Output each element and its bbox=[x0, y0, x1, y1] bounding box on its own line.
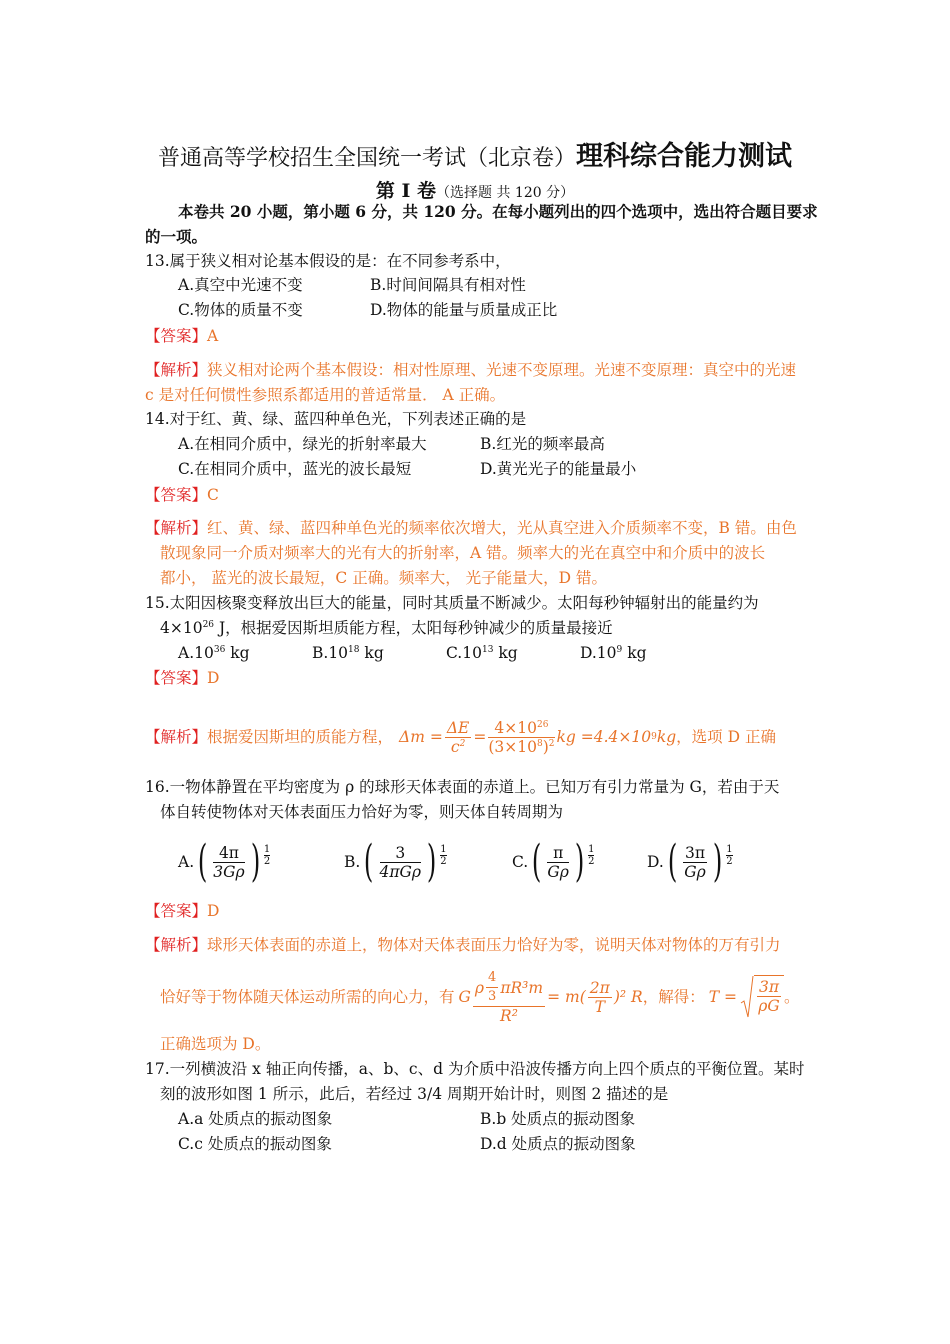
analysis-label: 【解析】 bbox=[145, 519, 208, 537]
q16-analysis-1 bbox=[145, 935, 781, 955]
right-paren: ) bbox=[712, 836, 723, 887]
volume-label: 第 I 卷 bbox=[375, 180, 437, 202]
q17-option-b: B.b 处质点的振动图象 bbox=[480, 1110, 636, 1128]
q15-eq-f2-den bbox=[488, 738, 554, 756]
q16-eq-r2: R² bbox=[500, 1007, 518, 1025]
q15-eq-mid: kg =4.4×10 bbox=[556, 728, 652, 746]
q15-b-unit: kg bbox=[359, 644, 384, 662]
q15-b-base: B.10 bbox=[312, 644, 349, 662]
answer-label: 【答案】 bbox=[145, 327, 208, 345]
answer-label: 【答案】 bbox=[145, 669, 208, 687]
q16-eq-end: 。 bbox=[784, 988, 800, 1006]
q13-option-d: D.物体的能量与质量成正比 bbox=[370, 301, 558, 319]
q16-b-exponent bbox=[440, 844, 446, 867]
exp-den: 2 bbox=[263, 855, 271, 867]
q13-stem: 13.属于狭义相对论基本假设的是：在不同参考系中， bbox=[145, 252, 511, 270]
q16-eq-rhs-a: = m( bbox=[547, 988, 586, 1006]
q14-analysis-1 bbox=[145, 518, 797, 538]
q15-eq-f1-den-exp: 2 bbox=[459, 738, 466, 749]
q16-eq-main-num bbox=[473, 969, 545, 1007]
q16-eq-sqrt-den: ρG bbox=[758, 997, 780, 1015]
q16-analysis-text-2: 恰好等于物体随天体运动所需的向心力，有 bbox=[160, 988, 455, 1006]
q15-eq-frac-1 bbox=[445, 719, 472, 756]
q16-c-exponent bbox=[588, 844, 594, 867]
q15-a-unit: kg bbox=[225, 644, 250, 662]
q13-option-b: B.时间间隔具有相对性 bbox=[370, 276, 526, 294]
q16-b-label: B. bbox=[344, 853, 361, 871]
q17-stem-1: 17.一列横波沿 x 轴正向传播，a、b、c、d 为介质中沿波传播方向上四个质点的平衡位置。某时 bbox=[145, 1060, 805, 1078]
q14-option-c: C.在相同介质中，蓝光的波长最短 bbox=[178, 460, 412, 478]
exam-title bbox=[0, 134, 950, 173]
q14-stem: 14.对于红、黄、绿、蓝四种单色光，下列表述正确的是 bbox=[145, 410, 527, 428]
q16-a-num: 4π bbox=[213, 844, 244, 863]
instructions-line-1: 本卷共 20 小题，第小题 6 分，共 120 分。在每小题列出的四个选项中，选出符合题目要求 bbox=[178, 202, 818, 221]
q15-eq-frac-2 bbox=[488, 719, 554, 756]
q13-answer bbox=[145, 326, 218, 346]
q16-a-exponent bbox=[264, 844, 270, 867]
q16-answer bbox=[145, 901, 219, 921]
q16-analysis-2 bbox=[160, 962, 800, 1032]
q16-option-d bbox=[647, 838, 733, 886]
q16-d-frac bbox=[683, 844, 707, 881]
q16-eq-sqrt-frac bbox=[754, 975, 784, 1019]
q15-c-unit: kg bbox=[493, 644, 518, 662]
q16-stem-1: 16.一物体静置在平均密度为 ρ 的球形天体表面的赤道上。已知万有引力常量为 G，若由于天 bbox=[145, 778, 780, 796]
q14-analysis-2: 散现象同一介质对频率大的光有大的折射率，A 错。频率大的光在真空中和介质中的波长 bbox=[160, 544, 766, 562]
q14-option-d: D.黄光光子的能量最小 bbox=[480, 460, 637, 478]
q16-eq-2pi-frac bbox=[588, 979, 612, 1016]
q17-option-c: C.c 处质点的振动图象 bbox=[178, 1135, 332, 1153]
q15-eq-f2-num-exp: 26 bbox=[537, 719, 549, 730]
q15-eq-f1-num: ΔE bbox=[446, 718, 470, 737]
q16-d-exponent bbox=[726, 844, 732, 867]
q14-answer-value: C bbox=[207, 486, 219, 504]
q15-energy-exp: 26 bbox=[202, 619, 215, 630]
q13-option-c: C.物体的质量不变 bbox=[178, 301, 303, 319]
sqrt-sign-icon bbox=[740, 975, 754, 1019]
left-paren: ( bbox=[532, 836, 542, 887]
right-paren: ) bbox=[426, 836, 437, 887]
answer-label: 【答案】 bbox=[145, 902, 208, 920]
q16-b-den: 4πGρ bbox=[379, 862, 422, 881]
q16-eq-T: T = bbox=[708, 988, 737, 1006]
q15-c-base: C.10 bbox=[446, 644, 482, 662]
q16-c-den: Gρ bbox=[547, 862, 569, 881]
q15-option-c bbox=[446, 643, 518, 663]
q17-option-a: A.a 处质点的振动图象 bbox=[178, 1110, 333, 1128]
q15-eq-f2-num-base: 4×10 bbox=[494, 718, 537, 737]
q16-eq-solve: ，解得： bbox=[642, 988, 705, 1006]
q16-c-label: C. bbox=[512, 853, 529, 871]
exam-title-subject: 理科综合能力测试 bbox=[576, 141, 792, 172]
q13-analysis-1 bbox=[145, 360, 796, 380]
q15-eq-f2-den-exp1: 8 bbox=[536, 738, 543, 749]
q15-stem-2-text: J，根据爱因斯坦质能方程，太阳每秒钟减少的质量最接近 bbox=[214, 619, 613, 637]
q16-c-frac bbox=[547, 844, 569, 881]
q15-eq-f2-num bbox=[488, 719, 554, 738]
q15-eq-f2-den-base: (3×10 bbox=[488, 737, 537, 756]
q13-analysis-text-1: 狭义相对论两个基本假设：相对性原理、光速不变原理。光速不变原理：真空中的光速 bbox=[207, 361, 797, 379]
left-paren: ( bbox=[667, 836, 678, 887]
right-paren: ) bbox=[250, 836, 260, 887]
q16-eq-43-den: 3 bbox=[488, 989, 497, 1004]
q15-option-a bbox=[178, 643, 250, 663]
q14-option-a: A.在相同介质中，绿光的折射率最大 bbox=[178, 435, 427, 453]
volume-heading bbox=[0, 176, 950, 203]
q14-analysis-text-1: 红、黄、绿、蓝四种单色光的频率依次增大，光从真空进入介质频率不变，B 错。由色 bbox=[207, 519, 797, 537]
q15-c-exp: 13 bbox=[481, 644, 494, 655]
left-paren: ( bbox=[197, 836, 208, 887]
q15-d-exp: 9 bbox=[616, 644, 623, 655]
q15-energy-base: 4×10 bbox=[160, 619, 203, 637]
q16-analysis-3: 正确选项为 D。 bbox=[160, 1035, 271, 1053]
exp-den: 2 bbox=[588, 855, 595, 867]
q16-eq-main-frac bbox=[473, 969, 545, 1025]
q16-d-num: 3π bbox=[684, 843, 706, 862]
q15-option-b bbox=[312, 643, 384, 663]
q15-analysis-pre: 根据爱因斯坦的质能方程， bbox=[207, 728, 394, 746]
volume-note: （选择题 共 120 分） bbox=[436, 185, 575, 201]
q16-d-den: Gρ bbox=[684, 862, 706, 881]
q15-stem-1: 15.太阳因核聚变释放出巨大的能量，同时其质量不断减少。太阳每秒钟辐射出的能量约为 bbox=[145, 594, 759, 612]
q15-eq-f1-den-base: c bbox=[450, 737, 460, 756]
q15-answer bbox=[145, 668, 219, 688]
q15-stem-2 bbox=[160, 618, 613, 638]
q14-answer bbox=[145, 485, 219, 505]
exp-num: 1 bbox=[440, 843, 447, 855]
q15-d-base: D.10 bbox=[580, 644, 617, 662]
q15-eq-unit: kg bbox=[656, 728, 677, 746]
q16-option-b bbox=[344, 838, 447, 886]
q15-eq-f2-den-close: ) bbox=[542, 737, 549, 756]
q15-analysis: 【解析】 根据爱因斯坦的质能方程， Δm = $\frac{\Delta E}{c^2}$ = $\frac{4\times 10^{26}}{(3\times 10^8)^2}$ kg =4.4×10 9 kg ，选项 D 正确 bbox=[145, 718, 776, 756]
q17-stem-2: 刻的波形如图 1 所示，此后，若经过 3/4 周期开始计时，则图 2 描述的是 bbox=[160, 1085, 669, 1103]
q15-answer-value: D bbox=[207, 669, 220, 687]
answer-label: 【答案】 bbox=[145, 486, 208, 504]
q16-option-c bbox=[512, 838, 594, 886]
exp-den: 2 bbox=[726, 855, 733, 867]
q16-answer-value: D bbox=[207, 902, 220, 920]
right-paren: ) bbox=[574, 836, 585, 887]
analysis-label: 【解析】 bbox=[145, 361, 208, 379]
q14-analysis-3: 都小， 蓝光的波长最短，C 正确。频率大， 光子能量大，D 错。 bbox=[160, 569, 607, 587]
q15-eq-f1-den bbox=[445, 738, 472, 756]
q16-b-frac bbox=[380, 844, 422, 881]
q16-d-label: D. bbox=[647, 853, 664, 871]
q16-eq-rho: ρ bbox=[474, 978, 485, 997]
q16-a-frac bbox=[213, 844, 244, 881]
instructions-line-2: 的一项。 bbox=[145, 227, 208, 246]
q15-eq-f2-den-exp2: 2 bbox=[548, 738, 555, 749]
q16-eq-sqrt-num: 3π bbox=[758, 978, 780, 996]
analysis-label: 【解析】 bbox=[145, 728, 208, 746]
left-paren: ( bbox=[364, 836, 374, 887]
q13-analysis-2: c 是对任何惯性参照系都适用的普适常量． A 正确。 bbox=[145, 386, 506, 404]
q17-option-d: D.d 处质点的振动图象 bbox=[480, 1135, 636, 1153]
q16-b-num: 3 bbox=[380, 844, 422, 863]
q16-a-label: A. bbox=[178, 853, 195, 871]
q16-a-den: 3Gρ bbox=[213, 862, 245, 881]
q15-d-unit: kg bbox=[622, 644, 647, 662]
q16-eq-t: T bbox=[594, 997, 605, 1016]
q15-eq-lhs: Δm = bbox=[399, 728, 443, 746]
q15-b-exp: 18 bbox=[348, 644, 360, 655]
q14-option-b: B.红光的频率最高 bbox=[480, 435, 605, 453]
exp-num: 1 bbox=[263, 843, 271, 855]
q15-a-base: A.10 bbox=[178, 644, 214, 662]
q15-eq-equals: = bbox=[473, 728, 487, 746]
exam-title-main: 普通高等学校招生全国统一考试（北京卷） bbox=[157, 146, 576, 171]
q16-eq-pir3m: πR³m bbox=[500, 978, 544, 997]
q16-c-num: π bbox=[547, 844, 569, 863]
q16-eq-sqrt bbox=[740, 975, 784, 1019]
q16-stem-2: 体自转使物体对天体表面压力恰好为零，则天体自转周期为 bbox=[160, 803, 564, 821]
q16-eq-rhs-b: )² R bbox=[613, 988, 643, 1006]
q16-eq-43-num: 4 bbox=[486, 969, 498, 988]
q16-analysis-text-1: 球形天体表面的赤道上，物体对天体表面压力恰好为零，说明天体对物体的万有引力 bbox=[207, 936, 781, 954]
q16-eq-2pi: 2π bbox=[589, 978, 610, 997]
q16-eq-g: G bbox=[458, 988, 471, 1006]
q15-analysis-post: ，选项 D 正确 bbox=[676, 728, 776, 746]
exp-num: 1 bbox=[726, 843, 733, 855]
analysis-label: 【解析】 bbox=[145, 936, 208, 954]
exp-num: 1 bbox=[588, 843, 595, 855]
q13-option-a: A.真空中光速不变 bbox=[178, 276, 303, 294]
exp-den: 2 bbox=[440, 855, 447, 867]
q16-option-a bbox=[178, 838, 270, 886]
q16-eq-43 bbox=[486, 969, 498, 1006]
q15-option-d bbox=[580, 643, 647, 663]
q13-answer-value: A bbox=[207, 327, 219, 345]
q15-a-exp: 36 bbox=[213, 644, 226, 655]
